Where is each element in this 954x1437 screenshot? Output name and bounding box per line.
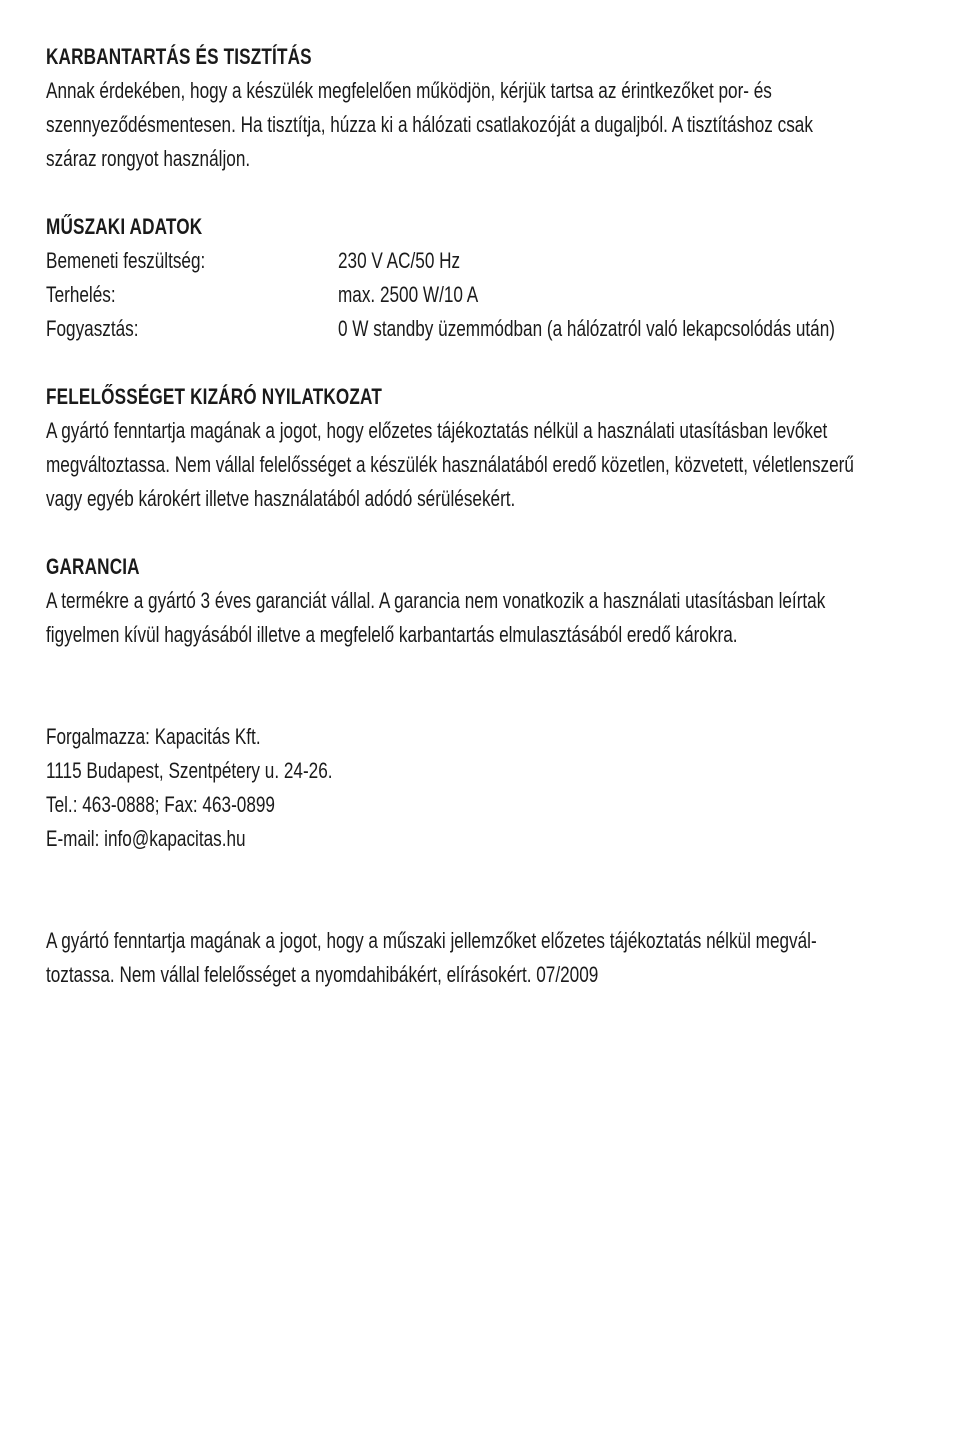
- maintenance-heading: KARBANTARTÁS ÉS TISZTÍTÁS: [46, 44, 312, 69]
- disclaimer-text-line: A gyártó fenntartja magának a jogot, hogy előzetes tájékoztatás nélkül a használati utasításban levőket: [46, 418, 828, 443]
- specs-section: [46, 210, 916, 346]
- maintenance-text-line: szennyeződésmentesen. Ha tisztítja, húzza ki a hálózati csatlakozóját a dugaljból. A tisztításhoz csak: [46, 112, 813, 137]
- contact-distributor: Forgalmazza: Kapacitás Kft.: [46, 724, 261, 749]
- contact-phone-fax: Tel.: 463-0888; Fax: 463-0899: [46, 792, 275, 817]
- spec-value: 0 W standby üzemmódban (a hálózatról való lekapcsolódás után): [338, 316, 835, 341]
- spec-value: 230 V AC/50 Hz: [338, 248, 461, 273]
- warranty-text-line: figyelmen kívül hagyásából illetve a megfelelő karbantartás elmulasztásából eredő károkra.: [46, 622, 738, 647]
- warranty-text-line: A termékre a gyártó 3 éves garanciát vállal. A garancia nem vonatkozik a használati utasításban leírtak: [46, 588, 826, 613]
- spec-label: Bemeneti feszültség:: [46, 248, 206, 273]
- disclaimer-text-line: megváltoztassa. Nem vállal felelősséget a készülék használatából eredő közetlen, közvetett, véletlenszerű: [46, 452, 854, 477]
- spec-value: max. 2500 W/10 A: [338, 282, 479, 307]
- disclaimer-section: [46, 380, 916, 516]
- spec-row-voltage: [46, 244, 916, 278]
- disclaimer-heading: FELELŐSSÉGET KIZÁRÓ NYILATKOZAT: [46, 384, 382, 409]
- document-page: [46, 40, 916, 992]
- maintenance-text-line: száraz rongyot használjon.: [46, 146, 251, 171]
- maintenance-text-line: Annak érdekében, hogy a készülék megfelelően működjön, kérjük tartsa az érintkezőket por- és: [46, 78, 772, 103]
- footer-text-line: toztassa. Nem vállal felelősséget a nyomdahibákért, elírásokért. 07/2009: [46, 962, 599, 987]
- contact-address: 1115 Budapest, Szentpétery u. 24-26.: [46, 758, 333, 783]
- spec-label: Fogyasztás:: [46, 316, 139, 341]
- disclaimer-text-line: vagy egyéb károkért illetve használatából adódó sérülésekért.: [46, 486, 516, 511]
- spec-label: Terhelés:: [46, 282, 116, 307]
- footer-notice: [46, 924, 916, 992]
- spec-row-load: [46, 278, 916, 312]
- contact-block: [46, 720, 916, 856]
- spec-row-consumption: [46, 312, 916, 346]
- warranty-section: [46, 550, 916, 652]
- warranty-heading: GARANCIA: [46, 554, 140, 579]
- contact-email: E-mail: info@kapacitas.hu: [46, 826, 246, 851]
- specs-heading: MŰSZAKI ADATOK: [46, 214, 203, 239]
- maintenance-section: [46, 40, 916, 176]
- footer-text-line: A gyártó fenntartja magának a jogot, hogy a műszaki jellemzőket előzetes tájékoztatás nélkül megvál-: [46, 928, 817, 953]
